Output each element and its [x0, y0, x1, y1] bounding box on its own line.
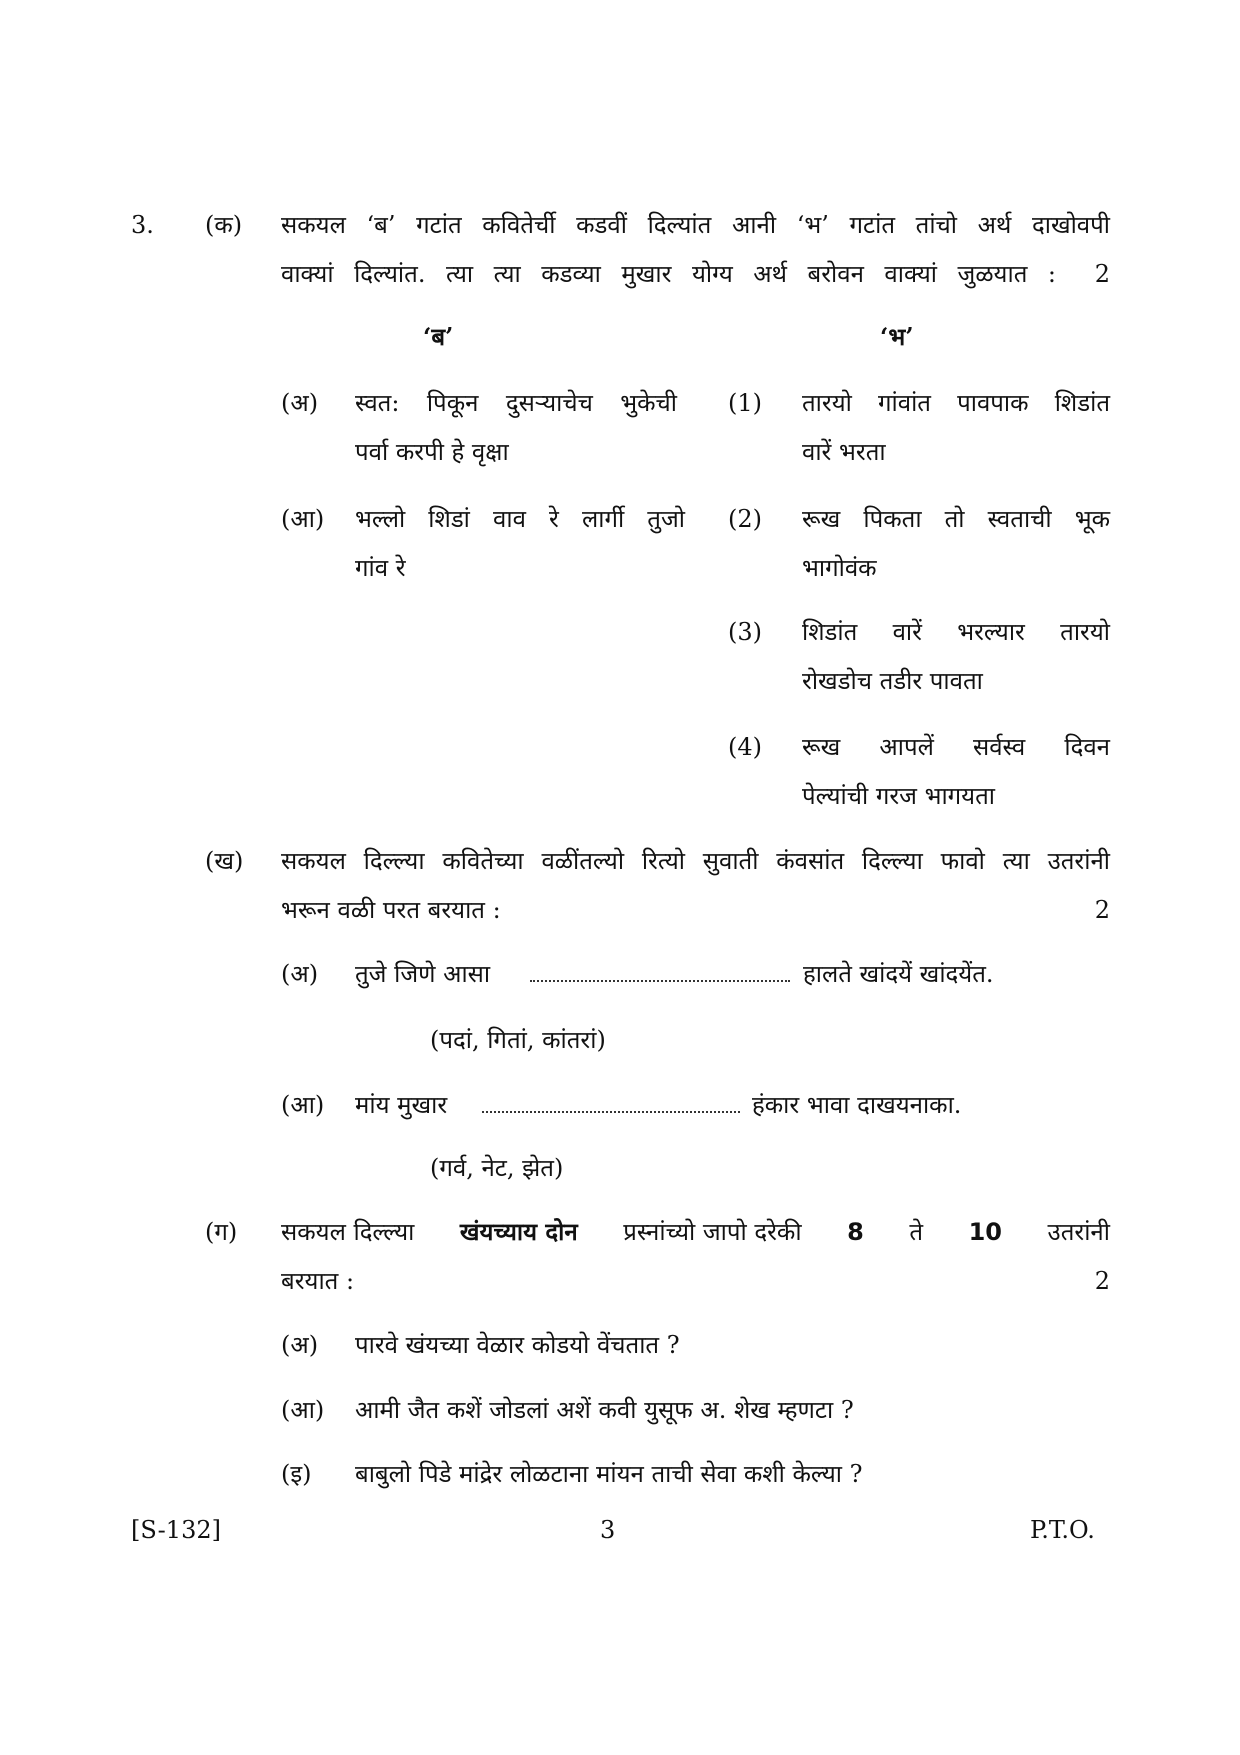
b-item-label: (अ): [281, 389, 319, 417]
bh-item-label: (4): [728, 733, 762, 761]
part-ga-instruction-line2: बरयात :: [281, 1267, 355, 1295]
ga-question-label: (अ): [281, 1331, 319, 1359]
bh-item-label: (1): [728, 389, 762, 417]
kha-a-text-before: तुजे जिणे आसा: [355, 960, 491, 988]
kha-aa-options: (गर्व, नेट, झेत): [430, 1154, 564, 1182]
part-kha-instruction-line1: सकयल दिल्ल्या कवितेच्या वळींतल्यो रित्यो सुवाती कंवसांत दिल्ल्या फावो त्या उतरांनी: [281, 847, 1110, 875]
bh-item-line1: शिडांत वारें भरल्यार तारयो: [802, 618, 1110, 646]
bh-item-label: (3): [728, 618, 762, 646]
ga-question-text: बाबुलो पिडे मांद्रेर लोळटाना मांयन ताची सेवा कशी केल्या ?: [355, 1460, 863, 1488]
part-ka-instruction-line1: सकयल ‘ब’ गटांत कवितेर्ची कडवीं दिल्यांत आनी ‘भ’ गटांत तांचो अर्थ दाखोवपी: [281, 211, 1110, 239]
part-ka-marks: 2: [1094, 260, 1110, 288]
b-item-label: (आ): [281, 505, 325, 533]
ga-text-bold: खंयच्याय दोन: [459, 1218, 578, 1246]
kha-a-label: (अ): [281, 960, 319, 988]
b-item-line2: गांव रे: [355, 554, 406, 582]
ga-question-text: आमी जैत कशें जोडलां अशें कवी युसूफ अ. शेख म्हणटा ?: [355, 1396, 854, 1424]
ga-question-label: (आ): [281, 1396, 325, 1424]
page-number: 3: [600, 1516, 616, 1544]
ga-question-label: (इ): [281, 1460, 312, 1488]
b-item-line1: भल्लो शिडां वाव रे लार्गी तुजो: [355, 505, 685, 533]
kha-aa-text-after: हंकार भावा दाखयनाका.: [752, 1091, 962, 1119]
ga-text-b: प्रस्नांच्यो जापो दरेकी: [623, 1218, 802, 1246]
part-kha-instruction-line2: भरून वळी परत बरयात :: [281, 896, 501, 924]
please-turn-over: P.T.O.: [1030, 1516, 1095, 1544]
bh-item-line2: भागोवंक: [802, 554, 877, 582]
ga-text-c: उतरांनी: [1047, 1218, 1110, 1246]
part-ga-marks: 2: [1094, 1267, 1110, 1295]
b-item-line1: स्वत: पिकून दुसऱ्याचेच भुकेची: [355, 389, 677, 417]
bh-item-line1: रूख आपलें सर्वस्व दिवन: [802, 733, 1110, 761]
kha-a-text-after: हालते खांदयें खांदयेंत.: [803, 960, 994, 988]
part-ka-instruction-line2: वाक्यां दिल्यांत. त्या त्या कडव्या मुखार योग्य अर्थ बरोवन वाक्यां जुळयात :: [281, 260, 1056, 288]
question-number: 3.: [131, 211, 154, 239]
kha-aa-text-before: मांय मुखार: [355, 1091, 448, 1119]
ga-number-10: 10: [968, 1218, 1002, 1246]
bh-item-line1: तारयो गांवांत पावपाक शिडांत: [802, 389, 1110, 417]
bh-item-line2: पेल्यांची गरज भागयता: [802, 782, 996, 810]
part-ka-label: (क): [205, 211, 243, 239]
kha-aa-label: (आ): [281, 1091, 325, 1119]
part-kha-label: (ख): [205, 847, 244, 875]
part-kha-marks: 2: [1094, 896, 1110, 924]
part-ga-instruction-line1: [281, 1212, 1110, 1252]
ga-number-8: 8: [847, 1218, 864, 1246]
bh-item-label: (2): [728, 505, 762, 533]
part-ga-label: (ग): [205, 1218, 238, 1246]
bh-item-line2: रोखडोच तडीर पावता: [802, 667, 983, 695]
ga-text-te: ते: [909, 1218, 924, 1246]
bh-item-line1: रूख पिकता तो स्वताची भूक: [802, 505, 1110, 533]
column-header-bh: ‘भ’: [880, 322, 914, 351]
fill-in-blank: [530, 958, 790, 982]
paper-code: [S-132]: [131, 1516, 221, 1544]
kha-a-options: (पदां, गितां, कांतरां): [430, 1026, 606, 1054]
column-header-b: ‘ब’: [423, 322, 454, 351]
b-item-line2: पर्वा करपी हे वृक्षा: [355, 438, 509, 466]
ga-question-text: पारवे खंयच्या वेळार कोडयो वेंचतात ?: [355, 1331, 680, 1359]
fill-in-blank: [482, 1089, 740, 1113]
bh-item-line2: वारें भरता: [802, 438, 886, 466]
ga-text-a: सकयल दिल्ल्या: [281, 1218, 415, 1246]
